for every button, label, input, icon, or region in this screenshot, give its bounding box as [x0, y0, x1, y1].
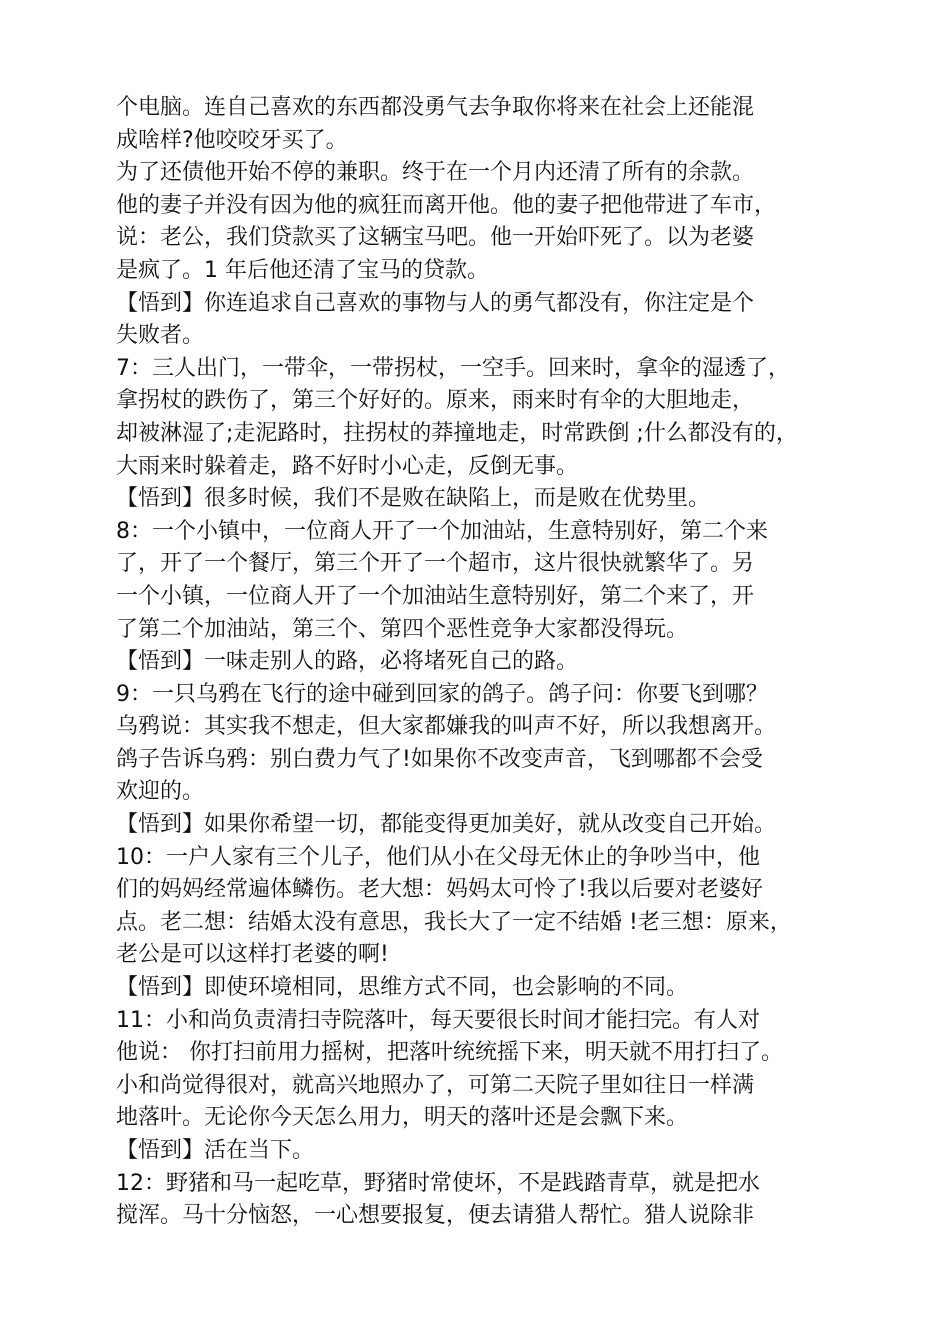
text-line: 【悟到】很多时候，我们不是败在缺陷上，而是败在优势里。 [116, 486, 711, 512]
text-line: 们的妈妈经常遍体鳞伤。老大想：妈妈太可怜了!我以后要对老婆好 [116, 877, 763, 903]
text-line: 【悟到】你连追求自己喜欢的事物与人的勇气都没有，你注定是个 [116, 290, 755, 316]
text-line: 是疯了。1 年后他还清了宝马的贷款。 [116, 257, 489, 283]
text-line: 成啥样?他咬咬牙买了。 [116, 127, 348, 153]
text-line: 7：三人出门，一带伞，一带拐杖，一空手。回来时，拿伞的湿透了， [116, 355, 790, 381]
text-line: 【悟到】如果你希望一切，都能变得更加美好，就从改变自己开始。 [116, 812, 777, 838]
text-line: 鸽子告诉乌鸦：别白费力气了!如果你不改变声音，飞到哪都不会受 [116, 746, 763, 772]
text-line: 12：野猪和马一起吃草，野猪时常使坏，不是践踏青草，就是把水 [116, 1170, 760, 1196]
text-line: 个电脑。连自己喜欢的东西都没勇气去争取你将来在社会上还能混 [116, 95, 755, 120]
text-line: 拿拐杖的跌伤了，第三个好好的。原来，雨来时有伞的大胆地走， [116, 388, 755, 414]
text-line: 点。老二想：结婚太没有意思，我长大了一定不结婚 !老三想：原来， [116, 909, 792, 935]
text-line: 却被淋湿了;走泥路时，拄拐杖的莽撞地走，时常跌倒 ;什么都没有的， [116, 420, 798, 446]
text-line: 一个小镇，一位商人开了一个加油站生意特别好，第二个来了，开 [116, 583, 755, 609]
text-line: 大雨来时躲着走，路不好时小心走，反倒无事。 [116, 453, 579, 479]
text-line: 8：一个小镇中，一位商人开了一个加油站，生意特别好，第二个来 [116, 518, 768, 544]
text-line: 为了还债他开始不停的兼职。终于在一个月内还清了所有的余款。 [116, 160, 755, 186]
text-line: 他的妻子并没有因为他的疯狂而离开他。他的妻子把他带进了车市， [116, 192, 777, 218]
document-body [116, 92, 846, 1233]
text-line: 失败者。 [116, 323, 205, 349]
text-line: 【悟到】即使环境相同，思维方式不同，也会影响的不同。 [116, 975, 689, 1001]
text-line: 搅浑。马十分恼怒，一心想要报复，便去请猎人帮忙。猎人说除非 [116, 1203, 755, 1229]
text-line: 地落叶。无论你今天怎么用力，明天的落叶还是会飘下来。 [116, 1105, 689, 1131]
text-line: 【悟到】活在当下。 [116, 1138, 315, 1163]
text-line: 说：老公，我们贷款买了这辆宝马吧。他一开始吓死了。以为老婆 [116, 225, 755, 251]
text-line: 了，开了一个餐厅，第三个开了一个超市，这片很快就繁华了。另 [116, 551, 755, 577]
text-line: 小和尚觉得很对，就高兴地照办了，可第二天院子里如往日一样满 [116, 1072, 755, 1098]
text-line: 9：一只乌鸦在飞行的途中碰到回家的鸽子。鸽子问：你要飞到哪？ [116, 681, 768, 707]
text-line: 11：小和尚负责清扫寺院落叶，每天要很长时间才能扫完。有人对 [116, 1007, 760, 1033]
text-line: 【悟到】一味走别人的路，必将堵死自己的路。 [116, 649, 579, 675]
text-line: 欢迎的。 [116, 779, 205, 805]
text-line: 10：一户人家有三个儿子，他们从小在父母无休止的争吵当中，他 [116, 844, 760, 870]
text-line: 他说： 你打扫前用力摇树，把落叶统统摇下来，明天就不用打扫了。 [116, 1040, 783, 1066]
text-line: 了第二个加油站，第三个、第四个恶性竞争大家都没得玩。 [116, 616, 689, 642]
text-line: 老公是可以这样打老婆的啊! [116, 942, 389, 968]
text-line: 乌鸦说：其实我不想走，但大家都嫌我的叫声不好，所以我想离开。 [116, 714, 777, 740]
